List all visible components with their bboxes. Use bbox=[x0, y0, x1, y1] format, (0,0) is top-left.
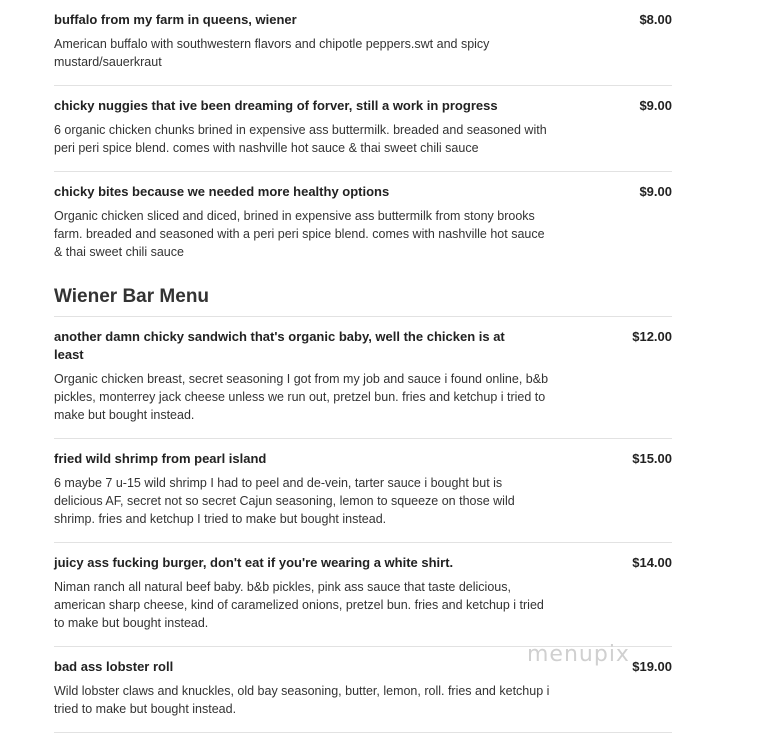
menu-item-chicky-nuggies bbox=[54, 86, 672, 172]
item-description: Wild lobster claws and knuckles, old bay seasoning, butter, lemon, roll. fries and ketchup i tried to make but bought instead. bbox=[54, 684, 550, 716]
menu-item-chicky-bites bbox=[54, 172, 672, 261]
item-description: 6 maybe 7 u-15 wild shrimp I had to peel and de-vein, tarter sauce i bought but is delicious AF, secret not so secret Cajun seasoning, lemon to squeeze on those wild shrimp. fries and ketchup I tried to make but bought instead. bbox=[54, 476, 515, 526]
item-price: $9.00 bbox=[639, 184, 672, 199]
item-name: chicky nuggies that ive been dreaming of forver, still a work in progress bbox=[54, 98, 498, 113]
item-price: $15.00 bbox=[632, 451, 672, 466]
item-name: buffalo from my farm in queens, wiener bbox=[54, 12, 297, 27]
item-description: Organic chicken breast, secret seasoning I got from my job and sauce i found online, b&b pickles, monterrey jack cheese unless we run out, pretzel bun. fries and ketchup i tried to make but bought instead. bbox=[54, 372, 549, 422]
item-price: $9.00 bbox=[639, 98, 672, 113]
item-price: $19.00 bbox=[632, 659, 672, 674]
item-name: fried wild shrimp from pearl island bbox=[54, 451, 267, 466]
item-name: another damn chicky sandwich that's organic baby, well the chicken is at least bbox=[54, 329, 505, 362]
menu-item-buffalo-wiener bbox=[54, 0, 672, 86]
menu-item-burger bbox=[54, 543, 672, 647]
item-price: $14.00 bbox=[632, 555, 672, 570]
menu-item-chicky-sandwich bbox=[54, 317, 672, 439]
menu-item-fried-shrimp bbox=[54, 439, 672, 543]
item-name: chicky bites because we needed more healthy options bbox=[54, 184, 390, 199]
item-description: Organic chicken sliced and diced, brined in expensive ass buttermilk from stony brooks farm. breaded and seasoned with a peri peri spice blend. comes with nashville hot sauce & thai sweet chili sauce bbox=[54, 209, 545, 259]
menupix-watermark: menupix bbox=[527, 642, 630, 667]
item-description: Niman ranch all natural beef baby. b&b pickles, pink ass sauce that taste delicious, american sharp cheese, kind of caramelized onions, pretzel bun. fries and ketchup i tried to make but bought instead. bbox=[54, 580, 544, 630]
item-price: $12.00 bbox=[632, 329, 672, 344]
item-description: 6 organic chicken chunks brined in expensive ass buttermilk. breaded and seasoned with peri peri spice blend. comes with nashville hot sauce & thai sweet chili sauce bbox=[54, 123, 547, 155]
item-price: $8.00 bbox=[639, 12, 672, 27]
item-name: bad ass lobster roll bbox=[54, 659, 174, 674]
item-description: American buffalo with southwestern flavors and chipotle peppers.swt and spicy mustard/sauerkraut bbox=[54, 37, 490, 69]
section-title: Wiener Bar Menu bbox=[54, 286, 672, 317]
item-name: juicy ass fucking burger, don't eat if you're wearing a white shirt. bbox=[54, 555, 454, 570]
menu-list bbox=[54, 0, 672, 733]
